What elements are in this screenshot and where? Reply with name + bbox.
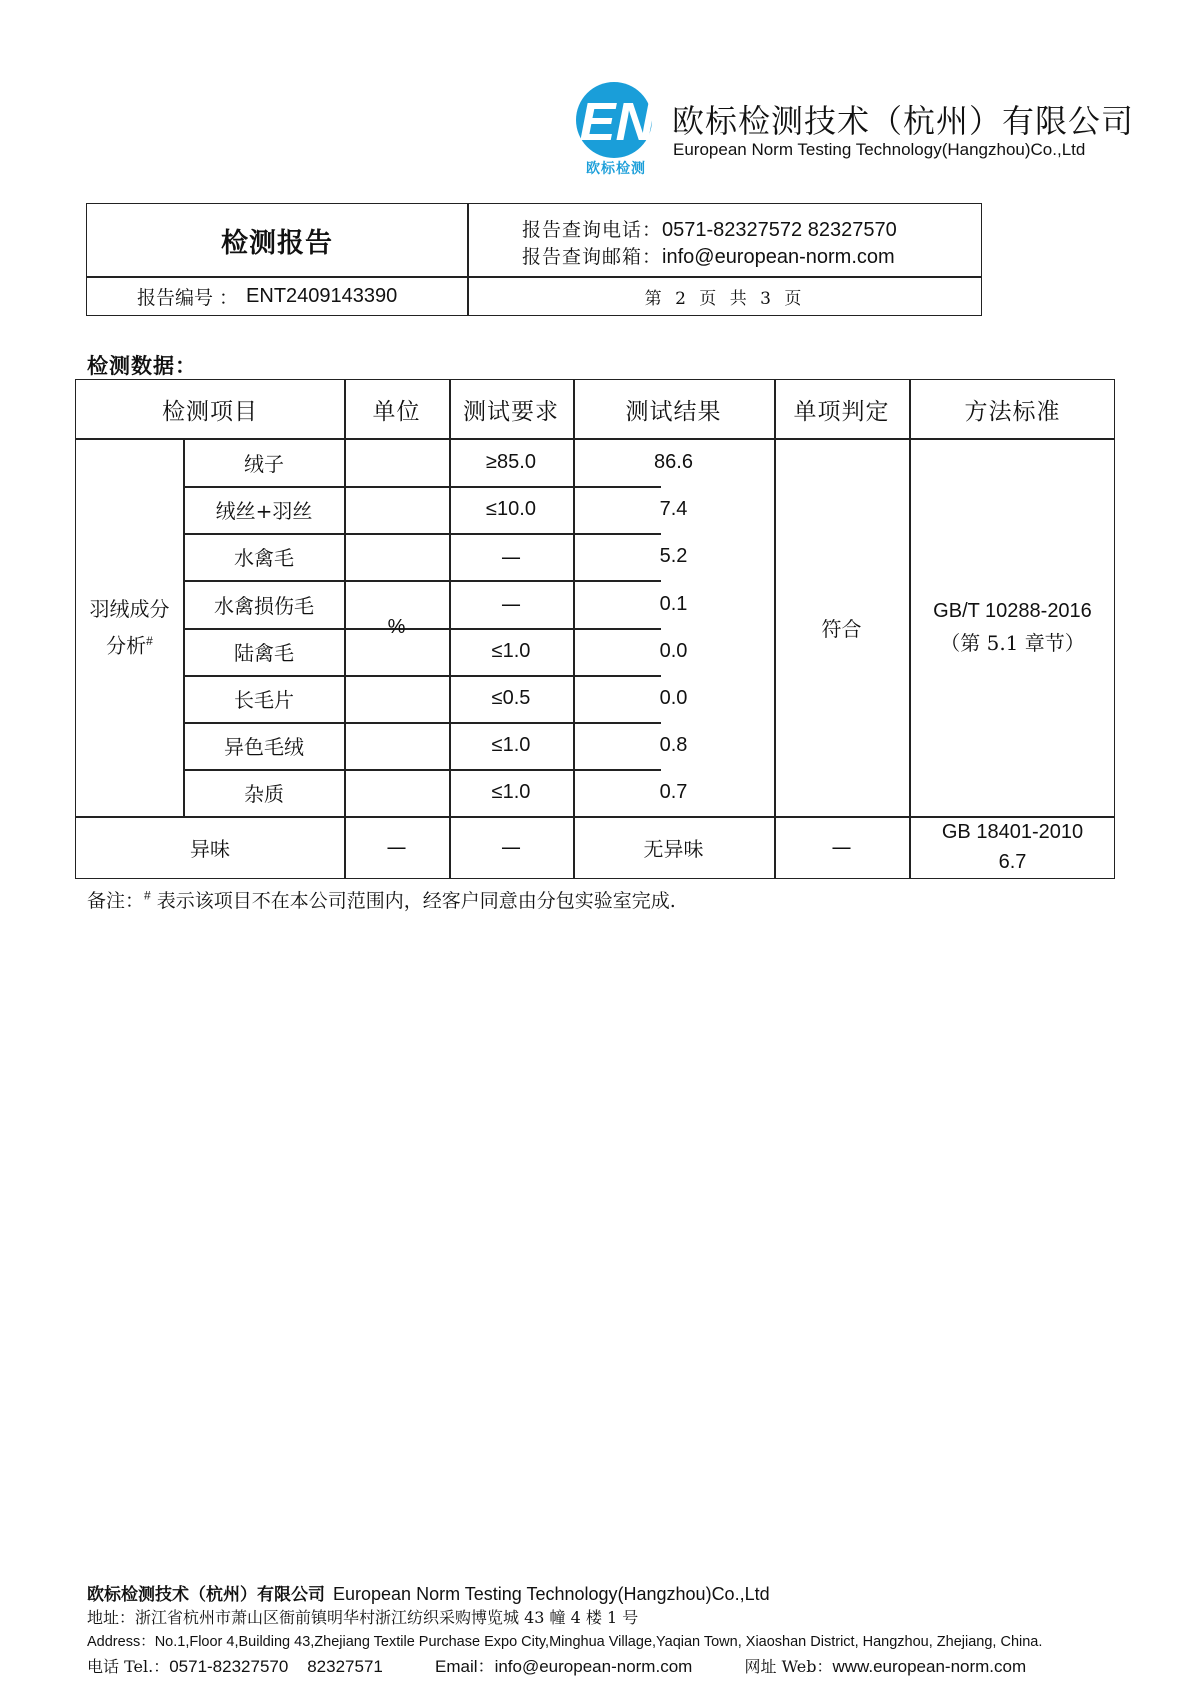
footer-web-value[interactable]: www.european-norm.com: [832, 1657, 1027, 1676]
row-requirement: —: [501, 592, 521, 616]
row-item: 长毛片: [234, 688, 294, 712]
row-item: 杂质: [244, 782, 284, 806]
header-test-item: 检测项目: [162, 398, 258, 425]
email-label: 报告查询邮箱：: [522, 246, 663, 268]
odor-method-standard: [909, 816, 1116, 878]
row-requirement: —: [501, 544, 521, 569]
page-indicator: 第 2 页 共 3 页: [644, 288, 806, 309]
row-result: 0.7: [659, 781, 688, 803]
row-item: 水禽毛: [234, 546, 294, 570]
header-judgement: 单项判定: [793, 398, 890, 425]
row-item: 绒子: [244, 451, 284, 476]
section-title: 检测数据：: [87, 354, 197, 378]
email-value: info@european-norm.com: [662, 246, 895, 268]
table-note: [87, 886, 676, 913]
footer-company-cn: 欧标检测技术（杭州）有限公司: [87, 1585, 325, 1605]
odor-result: 无异味: [643, 836, 704, 861]
report-title: 检测报告: [221, 227, 333, 259]
group-name-line1: 羽绒成分: [89, 596, 170, 621]
logo-subtitle: 欧标检测: [586, 161, 646, 177]
row-item: 陆禽毛: [234, 641, 294, 665]
odor-standard-line2: 6.7: [998, 851, 1027, 873]
footer-address-en: Address：No.1,Floor 4,Building 43,Zhejiang Textile Purchase Expo City,Minghua Village,Yaqian Town, Xiaoshan District, Hangzhou, Zhejiang, China.: [87, 1634, 1043, 1650]
group-name: [76, 438, 183, 816]
group-name-line2-wrap: [106, 625, 153, 662]
row-requirement: ≤1.0: [491, 640, 531, 662]
group-name-mark: #: [146, 633, 153, 648]
odor-judgement: —: [831, 835, 852, 859]
row-result: 7.4: [659, 498, 688, 520]
footer-web-label: 网址 Web：: [744, 1657, 833, 1676]
footer-address-cn: 地址：浙江省杭州市萧山区衙前镇明华村浙江纺织采购博览城 43 幢 4 楼 1 号: [87, 1608, 639, 1627]
footer-company: [87, 1580, 770, 1605]
company-name-cn: 欧标检测技术（杭州）有限公司: [672, 102, 1135, 140]
header-requirement: 测试要求: [463, 398, 559, 425]
row-result: 0.8: [659, 734, 688, 756]
report-header-box: [86, 203, 982, 316]
row-result: 0.1: [659, 592, 688, 615]
note-prefix: 备注：: [87, 890, 145, 912]
odor-item: 异味: [190, 836, 230, 861]
footer-tel-value: 0571-82327570 82327571: [169, 1657, 383, 1676]
header-unit: 单位: [372, 398, 421, 425]
footer-email-value[interactable]: info@european-norm.com: [494, 1657, 693, 1676]
group-standard-line1: GB/T 10288-2016: [933, 600, 1092, 622]
phone-value: 0571-82327572 82327570: [662, 219, 897, 241]
report-query-phone: [522, 215, 897, 242]
group-standard-line2: （第 5.1 章节）: [940, 631, 1085, 655]
row-result: 0.0: [659, 687, 688, 709]
row-requirement: ≤1.0: [491, 734, 531, 756]
footer-contact: [87, 1652, 1026, 1677]
note-mark: #: [144, 888, 151, 903]
report-query-email: [522, 242, 895, 269]
row-result: 0.0: [659, 640, 688, 662]
footer-tel-label: 电话 Tel.：: [87, 1657, 170, 1676]
row-requirement: ≤0.5: [491, 687, 531, 709]
report-number-label: 报告编号 ：: [137, 286, 239, 309]
header-result: 测试结果: [625, 398, 722, 425]
group-method-standard: [909, 438, 1116, 816]
test-data-table: [75, 379, 1115, 879]
footer-company-en: European Norm Testing Technology(Hangzhou)Co.,Ltd: [333, 1584, 770, 1604]
row-result: 86.6: [654, 450, 693, 473]
report-number: [137, 276, 397, 316]
note-text: 表示该项目不在本公司范围内，经客户同意由分包实验室完成.: [156, 890, 676, 912]
group-name-line2: 分析: [106, 633, 147, 658]
phone-label: 报告查询电话：: [522, 219, 663, 241]
row-requirement: ≤10.0: [486, 498, 536, 520]
footer-email-label: Email：: [435, 1657, 495, 1676]
report-number-value: ENT2409143390: [246, 284, 398, 307]
row-requirement: ≤1.0: [491, 781, 531, 803]
odor-standard-line1: GB 18401-2010: [941, 821, 1084, 843]
group-unit: %: [387, 615, 406, 638]
row-result: 5.2: [659, 545, 688, 567]
row-item: 异色毛绒: [224, 735, 304, 759]
row-item: 水禽损伤毛: [214, 593, 314, 618]
row-item: 绒丝+羽丝: [215, 499, 313, 523]
odor-requirement: —: [501, 835, 521, 859]
company-name-en: European Norm Testing Technology(Hangzhou)Co.,Ltd: [673, 140, 1086, 159]
logo-letters: EN: [579, 92, 655, 152]
header-method-standard: 方法标准: [964, 398, 1061, 425]
group-judgement: 符合: [821, 616, 862, 641]
row-requirement: ≥85.0: [486, 450, 536, 473]
odor-unit: —: [386, 835, 407, 859]
